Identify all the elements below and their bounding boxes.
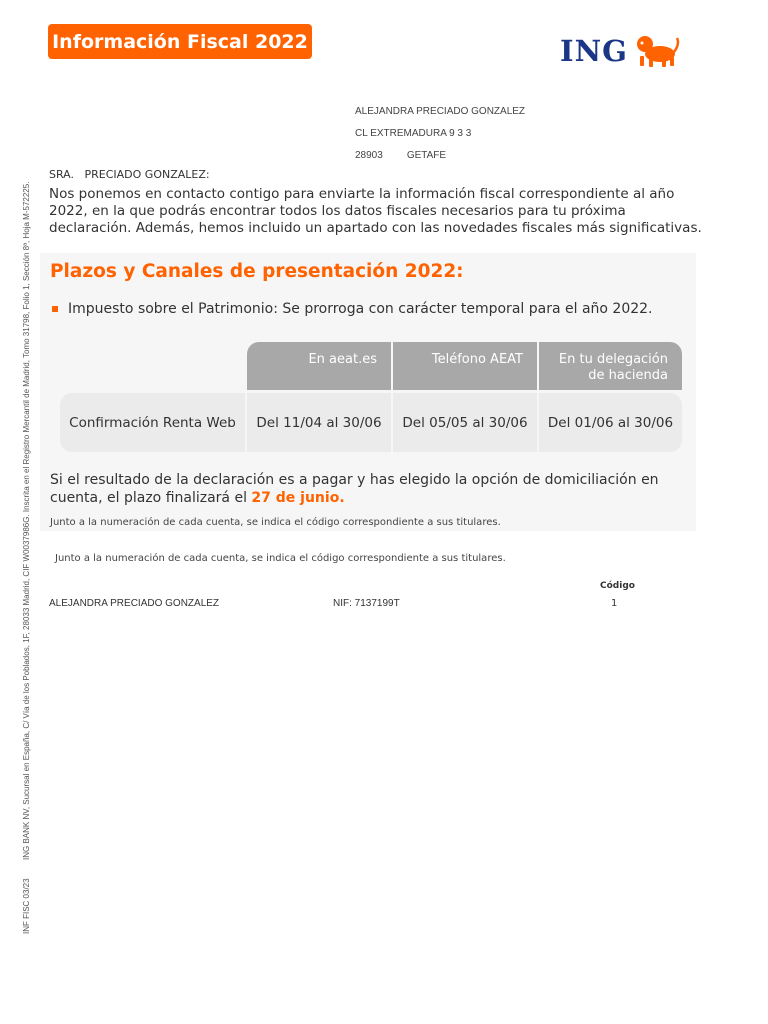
- holder-nif: NIF: 7137199T: [333, 598, 400, 609]
- lion-icon: [632, 34, 680, 68]
- table-header-aeat-web: En aeat.es: [247, 342, 391, 390]
- greeting: SRA. PRECIADO GONZALEZ:: [49, 168, 210, 181]
- bullet-text: Impuesto sobre el Patrimonio: Se prorroga con carácter temporal para el año 2022.: [68, 301, 653, 317]
- payment-note-text: Si el resultado de la declaración es a pagar y has elegido la opción de domiciliación en cuenta, el plazo finalizará el: [50, 472, 659, 506]
- table-row-label: Confirmación Renta Web: [60, 393, 245, 452]
- code-header: Código: [600, 581, 635, 591]
- legal-sidebar-text: ING BANK NV, Sucursal en España, C/ Vía de los Poblados, 1F, 28033 Madrid, CIF W0037986G. Inscrita en el Registro Mercantil de Madrid, Tomo 31798, Folio 1, Sección 8ª, Hoja M-572225.: [22, 181, 31, 860]
- deadline-highlight: 27 de junio.: [251, 490, 345, 506]
- deadlines-section: [40, 253, 696, 531]
- payment-note: [50, 471, 690, 507]
- deadlines-table: [60, 342, 682, 454]
- table-cell-delegation: Del 01/06 al 30/06: [539, 393, 682, 452]
- address-city-line: [355, 150, 446, 161]
- section-title: Plazos y Canales de presentación 2022:: [50, 261, 464, 282]
- holders-note: Junto a la numeración de cada cuenta, se indica el código correspondiente a sus titulares.: [55, 553, 506, 564]
- postal-code: 28903: [355, 150, 383, 161]
- section-small-note: Junto a la numeración de cada cuenta, se indica el código correspondiente a sus titulares.: [50, 517, 501, 528]
- bullet-item: [52, 301, 653, 317]
- bullet-icon: [52, 306, 58, 312]
- holder-code: 1: [611, 598, 618, 609]
- table-cell-aeat-web: Del 11/04 al 30/06: [247, 393, 391, 452]
- table-cell-phone: Del 05/05 al 30/06: [393, 393, 537, 452]
- logo-text: ING: [560, 34, 628, 68]
- document-title-badge: [48, 24, 312, 59]
- document-title: Información Fiscal 2022: [52, 30, 308, 53]
- document-reference: INF FISC 03/23: [22, 878, 31, 934]
- ing-logo: [560, 34, 680, 68]
- holder-name: ALEJANDRA PRECIADO GONZALEZ: [49, 598, 220, 609]
- city: GETAFE: [406, 150, 447, 161]
- address-name: ALEJANDRA PRECIADO GONZALEZ: [355, 106, 526, 117]
- intro-paragraph: Nos ponemos en contacto contigo para enviarte la información fiscal correspondiente al año 2022, en la que podrás encontrar todos los datos fiscales necesarios para tu próxima declaración. Además, hemos incluido un apartado con las novedades fiscales más significativas.: [49, 186, 702, 236]
- table-header-phone: Teléfono AEAT: [393, 342, 537, 390]
- table-header-delegation: En tu delegación de hacienda: [539, 342, 682, 390]
- address-street: CL EXTREMADURA 9 3 3: [355, 128, 472, 139]
